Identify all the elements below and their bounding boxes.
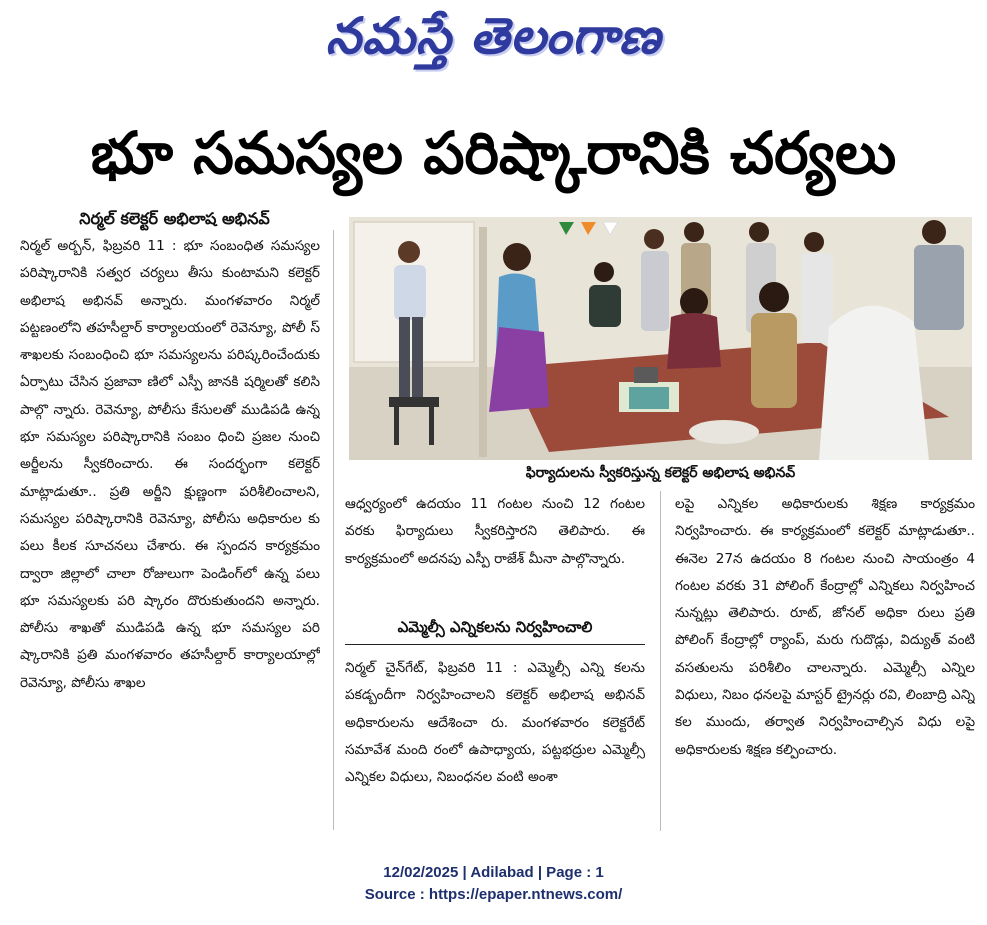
footer-date-line: 12/02/2025 | Adilabad | Page : 1 (383, 864, 604, 881)
sub-article-column-1 (345, 655, 645, 830)
article-photo (349, 217, 972, 460)
sub-article-column-2 (675, 491, 975, 831)
subheadline-underline (345, 644, 645, 645)
article-body-text: నిర్మల్ చైన్‌గేట్, ఫిబ్రవరి 11 : ఎమ్మెల్సీ ఎన్ని కలను పకడ్బందీగా నిర్వహించాలని కలెక్టర్ అభిలాష అభినవ్ అధికారులను ఆదేశించా రు. మంగళవారం కలెక్టరేట్ సమావేశ మంది రంలో ఉపాధ్యాయ, పట్టభద్రుల ఎమ్మెల్సీ ఎన్నికల విధులు, నిబంధనల వంటి అంశా (345, 660, 645, 786)
article-headline: భూ సమస్యల పరిష్కారానికి చర్యలు (90, 119, 897, 187)
footer-source-link[interactable]: Source : https://epaper.ntnews.com/ (364, 886, 623, 903)
article-column-1 (20, 233, 320, 833)
article-body-text: లపై ఎన్నికల అధికారులకు శిక్షణ కార్యక్రమం నిర్వహించారు. ఈ కార్యక్రమంలో కలెక్టర్ మాట్లాడుతూ.. ఈనెల 27న ఉదయం 8 గంటల నుంచి సాయంత్రం 4 గంటల వరకు 31 పోలింగ్ కేంద్రాల్లో ఎన్నికలు నిర్వహించ నున్నట్లు తెలిపారు. రూట్, జోనల్ అధికా రులు ప్రతి పోలింగ్ కేంద్రాల్లో ర్యాంప్, మరు గుదొడ్లు, విద్యుత్ వంటి వసతులను పరిశీలిం చాలన్నారు. ఎమ్మెల్సీ ఎన్నిల విధులు, నిబం ధనలపై మాస్టర్ ట్రైనర్లు రవి, లింబాద్రి ఎన్ని కల ముందు, తర్వాత నిర్వహించాల్సిన విధు లపై అధికారులకు శిక్షణ కల్పించారు. (675, 496, 975, 758)
article-byline: నిర్మల్ కలెక్టర్ అభిలాష అభినవ్ (79, 209, 270, 228)
column-divider (660, 491, 661, 831)
column-divider (333, 230, 334, 830)
sub-article-headline: ఎమ్మెల్సీ ఎన్నికలను నిర్వహించాలి (397, 618, 593, 636)
article-body-text: నిర్మల్ అర్బన్, ఫిబ్రవరి 11 : భూ సంబంధిత సమస్యల పరిష్కారానికి సత్వర చర్యలు తీసు కుంటామని కలెక్టర్ అభిలాష అభినవ్ అన్నారు. మంగళవారం నిర్మల్ పట్టణంలోని తహసీల్దార్ కార్యాలయంలో రెవెన్యూ, పోలీ స్ శాఖలకు సంబంధించి భూ సమస్యలను పరిష్కరించేందుకు ఏర్పాటు చేసిన ప్రజావా ణిలో ఎస్పీ జానకి షర్మిలతో కలిసి పాల్గొ న్నారు. రెవెన్యూ, పోలీసు కేసులతో ముడిపడి ఉన్న భూ సమస్యల పరిష్కారానికి సంబం ధించి ప్రజల నుంచి అర్జీలను స్వీకరించారు. ఈ సందర్భంగా కలెక్టర్ మాట్లాడుతూ.. ప్రతి అర్జీని క్షుణ్ణంగా పరిశీలించాలని, సమస్యల పరిష్కారానికి రెవెన్యూ, పోలీసు అధికారుల కు పలు కీలక సూచనలు చేశారు. ఈ స్పందన కార్యక్రమం ద్వారా జిల్లాలో చాలా రోజులుగా పెండింగ్‌లో ఉన్న పలు భూ సమస్యలకు పరి ష్కారం దొరుకుతుందని అన్నారు. పోలీసు శాఖతో ముడిపడి ఉన్న భూ సమస్యల పరి ష్కారానికి ప్రతి మంగళవారం తహసీల్దార్ కార్యాలయాల్లో రెవెన్యూ, పోలీసు శాఖల (20, 238, 320, 691)
article-column-2 (345, 491, 645, 611)
newspaper-masthead: నమస్తే తెలంగాణ (325, 7, 662, 65)
photo-caption: ఫిర్యాదులను స్వీకరిస్తున్న కలెక్టర్ అభిలాష అభినవ్ (525, 465, 796, 481)
article-body-text: ఆధ్వర్యంలో ఉదయం 11 గంటల నుంచి 12 గంటల వరకు ఫిర్యాదులు స్వీకరిస్తారని తెలిపారు. ఈ కార్యక్రమంలో అదనపు ఎస్పీ రాజేశ్ మీనా పాల్గొన్నారు. (345, 496, 645, 567)
